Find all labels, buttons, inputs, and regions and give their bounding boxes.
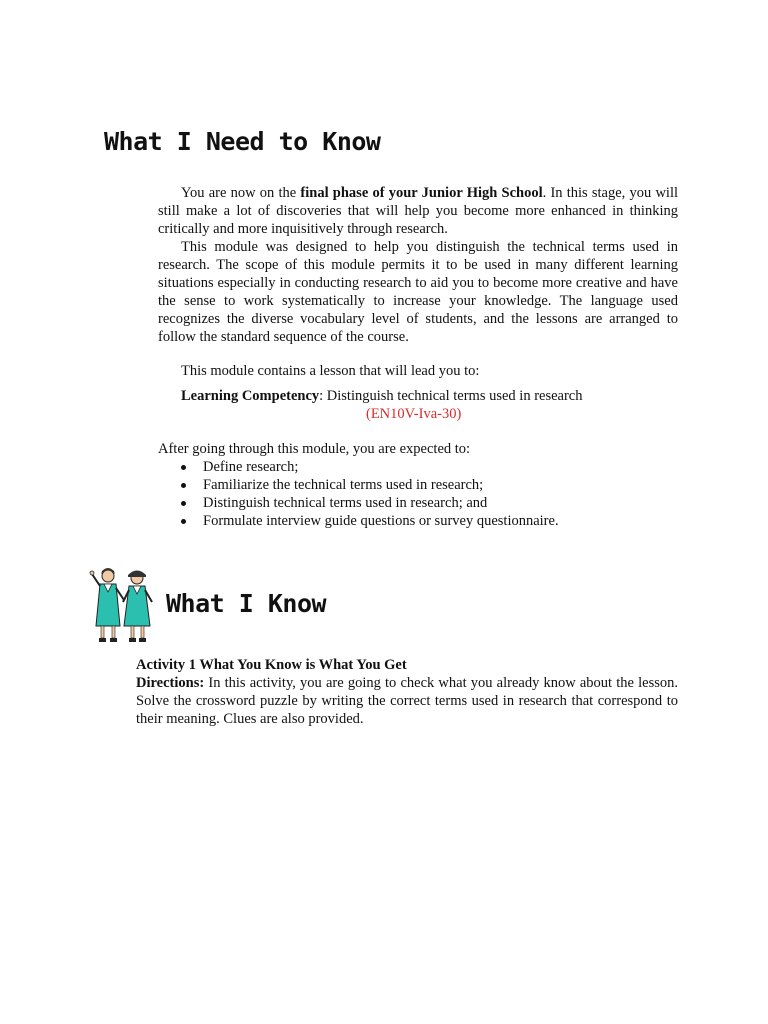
- list-item: Define research;: [158, 458, 559, 476]
- learning-competency: [181, 387, 582, 405]
- list-item: Distinguish technical terms used in research; and: [158, 494, 559, 512]
- competency-code: (EN10V-Iva-30): [366, 406, 462, 422]
- directions-label: Directions:: [136, 675, 205, 691]
- intro-text-end: . In this stage, you will still make a lot of discoveries that will help you become more enhanced in thinking critically and more inquisitively through research.: [158, 185, 678, 237]
- contains-line: This module contains a lesson that will lead you to:: [181, 363, 480, 379]
- list-item: Familiarize the technical terms used in research;: [158, 476, 559, 494]
- competency-label: Learning Competency: [181, 388, 320, 404]
- module-paragraph: This module was designed to help you distinguish the technical terms used in research. The scope of this module permits it to be used in many different learning situations especially in conducting research to aid you to become more creative and have the sense to work systematically to increase your knowledge. The language used recognizes the diverse vocabulary level of students, and the lessons are arranged to follow the standard sequence of the course.: [158, 239, 678, 345]
- section-heading-what-i-need-to-know: What I Need to Know: [104, 127, 381, 156]
- competency-text: : Distinguish technical terms used in research: [319, 388, 583, 404]
- list-item: Formulate interview guide questions or survey questionnaire.: [158, 512, 559, 530]
- objectives-list: [158, 458, 559, 530]
- two-students-illustration-icon: [88, 566, 158, 646]
- expected-line: After going through this module, you are expected to:: [158, 441, 471, 457]
- activity-title-text: Activity 1 What You Know is What You Get: [136, 657, 407, 673]
- directions-paragraph: [136, 674, 678, 728]
- directions-text: In this activity, you are going to check what you already know about the lesson. Solve the crossword puzzle by writing the correct terms used in research that correspond to their meaning. Clues are also provided.: [136, 675, 678, 727]
- intro-text-start: You are now on the: [181, 185, 301, 201]
- intro-paragraph: [158, 184, 678, 238]
- intro-bold-phrase: final phase of your Junior High School: [300, 185, 543, 201]
- activity-title: [136, 656, 407, 674]
- section-heading-what-i-know: What I Know: [166, 589, 327, 618]
